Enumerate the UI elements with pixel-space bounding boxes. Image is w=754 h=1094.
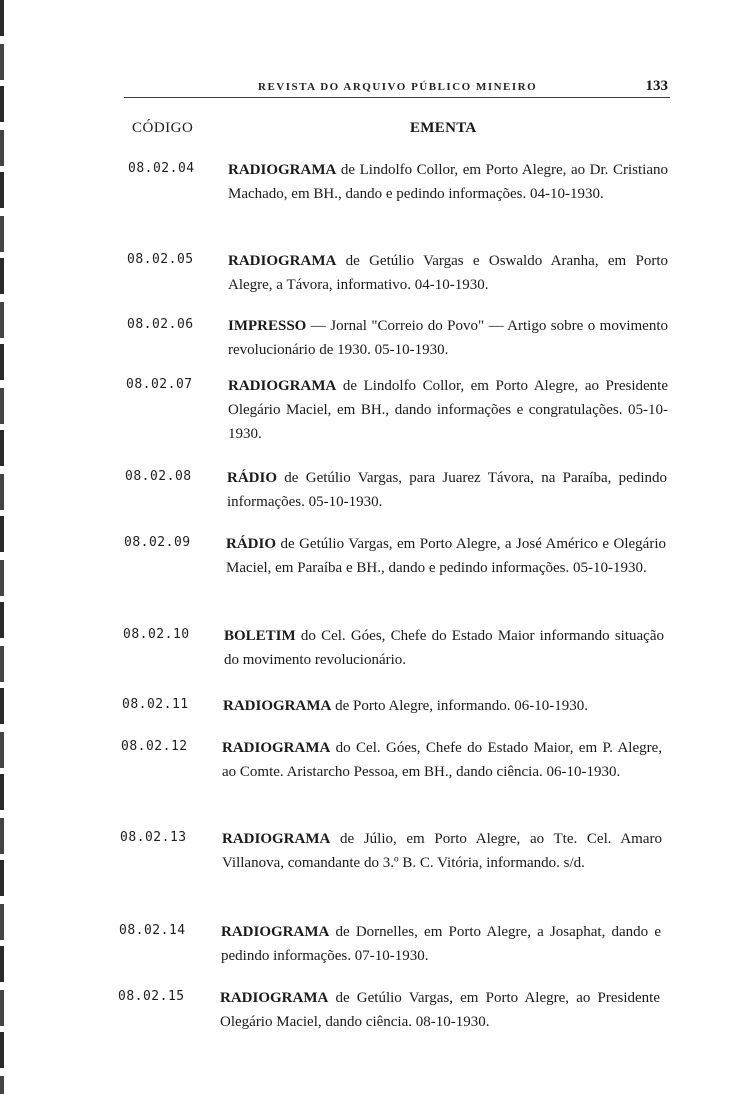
entry-summary	[228, 158, 668, 206]
scan-binding-edge	[0, 0, 4, 1094]
entry-code: 08.02.10	[123, 627, 190, 642]
entry-summary	[228, 249, 668, 297]
document-type: RADIOGRAMA	[221, 924, 330, 940]
entry-description: de Getúlio Vargas e Oswaldo Aranha, em Porto Alegre, a Távora, informativo. 04-10-1930.	[228, 253, 668, 293]
entry-code: 08.02.06	[127, 317, 194, 332]
entry-code: 08.02.09	[124, 535, 191, 550]
entry-code: 08.02.14	[119, 923, 186, 938]
entry-description: de Dornelles, em Porto Alegre, a Josaphat, dando e pedindo informações. 07-10-1930.	[221, 924, 661, 964]
header-rule	[124, 97, 670, 98]
entry-description: de Lindolfo Collor, em Porto Alegre, ao Presidente Olegário Maciel, em BH., dando informações e congratulações. 05-10-1930.	[228, 378, 668, 442]
entry-description: de Getúlio Vargas, para Juarez Távora, na Paraíba, pedindo informações. 05-10-1930.	[227, 470, 667, 510]
page-number: 133	[645, 78, 668, 94]
entry-description: de Getúlio Vargas, em Porto Alegre, ao Presidente Olegário Maciel, dando ciência. 08-10-1930.	[220, 990, 660, 1030]
entry-summary	[228, 314, 668, 362]
document-type: RÁDIO	[227, 470, 278, 486]
running-header	[124, 78, 670, 98]
entry-summary	[227, 466, 667, 514]
document-type: RADIOGRAMA	[228, 253, 337, 269]
document-type: RADIOGRAMA	[228, 162, 337, 178]
entry-code: 08.02.08	[125, 469, 192, 484]
document-type: IMPRESSO	[228, 318, 307, 334]
entry-code: 08.02.05	[127, 252, 194, 267]
entry-description: — Jornal "Correio do Povo" — Artigo sobre o movimento revolucionário de 1930. 05-10-1930.	[228, 318, 668, 358]
entry-summary	[223, 694, 663, 718]
document-type: RADIOGRAMA	[220, 990, 329, 1006]
entry-summary	[220, 986, 660, 1034]
entry-description: de Lindolfo Collor, em Porto Alegre, ao Dr. Cristiano Machado, em BH., dando e pedindo informações. 04-10-1930.	[228, 162, 668, 202]
entry-description: de Porto Alegre, informando. 06-10-1930.	[331, 698, 588, 714]
journal-title: REVISTA DO ARQUIVO PÚBLICO MINEIRO	[258, 81, 538, 93]
column-header-code: CÓDIGO	[132, 120, 194, 136]
entry-summary	[222, 827, 662, 875]
entry-summary	[226, 532, 666, 580]
entry-summary	[228, 374, 668, 446]
entry-summary	[222, 736, 662, 784]
entry-code: 08.02.04	[128, 161, 195, 176]
entry-description: de Getúlio Vargas, em Porto Alegre, a José Américo e Olegário Maciel, em Paraíba e BH., dando e pedindo informações. 05-10-1930.	[226, 536, 666, 576]
entry-code: 08.02.07	[126, 377, 193, 392]
document-type: BOLETIM	[224, 628, 296, 644]
entry-code: 08.02.13	[120, 830, 187, 845]
entry-code: 08.02.11	[122, 697, 189, 712]
entry-description: do Cel. Góes, Chefe do Estado Maior, em P. Alegre, ao Comte. Aristarcho Pessoa, em BH., dando ciência. 06-10-1930.	[222, 740, 662, 780]
entry-description: do Cel. Góes, Chefe do Estado Maior informando situação do movimento revolucionário.	[224, 628, 664, 668]
entry-code: 08.02.15	[118, 989, 185, 1004]
document-type: RADIOGRAMA	[223, 698, 332, 714]
document-type: RÁDIO	[226, 536, 277, 552]
document-type: RADIOGRAMA	[222, 831, 331, 847]
column-header-summary: EMENTA	[410, 120, 477, 136]
document-type: RADIOGRAMA	[222, 740, 331, 756]
entry-summary	[221, 920, 661, 968]
document-type: RADIOGRAMA	[228, 378, 337, 394]
entry-summary	[224, 624, 664, 672]
entry-description: de Júlio, em Porto Alegre, ao Tte. Cel. Amaro Villanova, comandante do 3.º B. C. Vitória, informando. s/d.	[222, 831, 662, 871]
entry-code: 08.02.12	[121, 739, 188, 754]
